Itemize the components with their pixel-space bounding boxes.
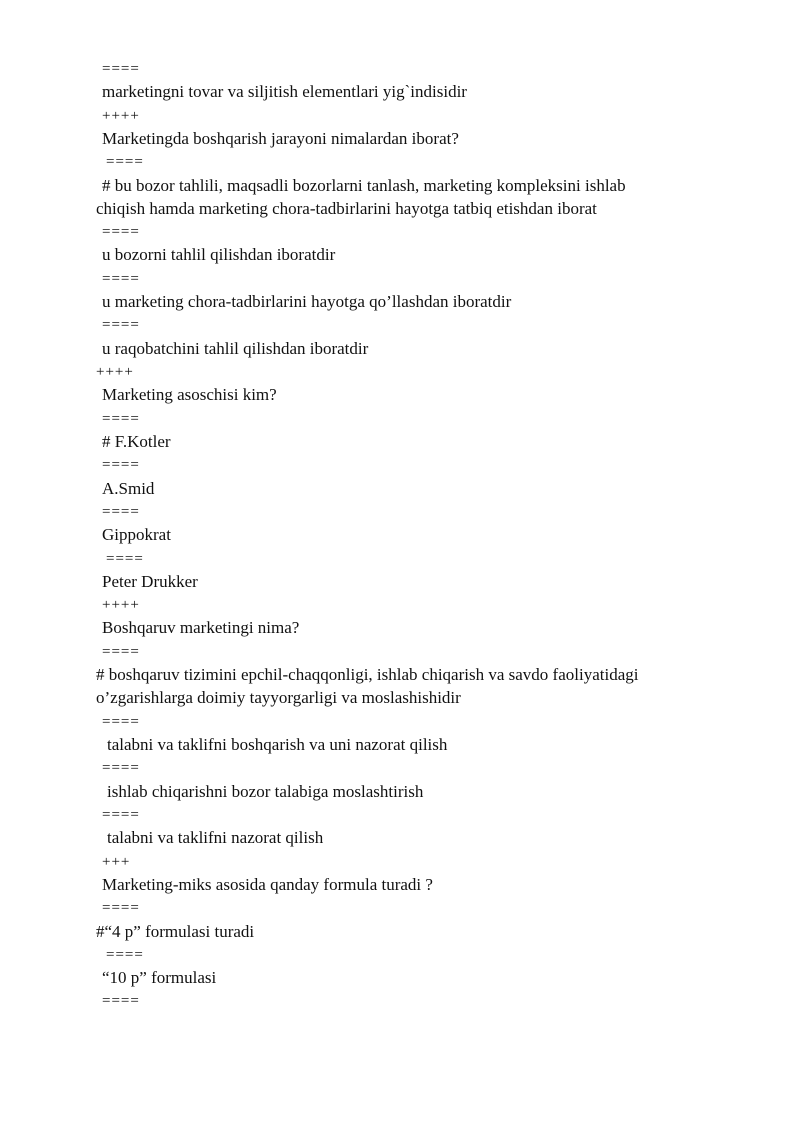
separator-line: ==== [106, 154, 144, 170]
answer-line: ishlab chiqarishni bozor talabiga moslashtirish [107, 782, 424, 801]
question-line: Marketing asoschisi kim? [102, 385, 277, 404]
answer-line: marketingni tovar va siljitish elementlari yig`indisidir [102, 82, 467, 101]
question-line: Marketingda boshqarish jarayoni nimalardan iborat? [102, 129, 459, 148]
correct-answer-line: # boshqaruv tizimini epchil-chaqqonligi, ishlab chiqarish va savdo faoliyatidagi [96, 665, 639, 684]
separator-line: ==== [102, 714, 140, 730]
separator-line: ==== [102, 224, 140, 240]
separator-line: ==== [106, 947, 144, 963]
separator-line: ==== [102, 457, 140, 473]
separator-line: ==== [102, 993, 140, 1009]
correct-answer-line: # bu bozor tahlili, maqsadli bozorlarni tanlash, marketing kompleksini ishlab [102, 176, 626, 195]
question-line: Boshqaruv marketingi nima? [102, 618, 300, 637]
separator-line: ==== [106, 551, 144, 567]
answer-line: u raqobatchini tahlil qilishdan iboratdir [102, 339, 369, 358]
separator-line: ==== [102, 760, 140, 776]
answer-line: talabni va taklifni boshqarish va uni nazorat qilish [107, 735, 448, 754]
question-marker: +++ [102, 854, 131, 870]
answer-line: Peter Drukker [102, 572, 198, 591]
separator-line: ==== [102, 900, 140, 916]
question-marker: ++++ [96, 364, 134, 380]
question-line: Marketing-miks asosida qanday formula turadi ? [102, 875, 433, 894]
answer-line: A.Smid [102, 479, 155, 498]
separator-line: ==== [102, 411, 140, 427]
answer-line: talabni va taklifni nazorat qilish [107, 828, 324, 847]
answer-line: u marketing chora-tadbirlarini hayotga qo’llashdan iboratdir [102, 292, 512, 311]
answer-line: u bozorni tahlil qilishdan iboratdir [102, 245, 336, 264]
separator-line: ==== [102, 504, 140, 520]
separator-line: ==== [102, 644, 140, 660]
correct-answer-line-continued: chiqish hamda marketing chora-tadbirlarini hayotga tatbiq etishdan iborat [96, 199, 597, 218]
question-marker: ++++ [102, 108, 140, 124]
separator-line: ==== [102, 807, 140, 823]
separator-line: ==== [102, 271, 140, 287]
answer-line: Gippokrat [102, 525, 171, 544]
correct-answer-line: # F.Kotler [102, 432, 171, 451]
correct-answer-line: #“4 p” formulasi turadi [96, 922, 255, 941]
answer-line: “10 p” formulasi [102, 968, 217, 987]
separator-line: ==== [102, 317, 140, 333]
correct-answer-line-continued: o’zgarishlarga doimiy tayyorgarligi va moslashishidir [96, 688, 461, 707]
question-marker: ++++ [102, 597, 140, 613]
separator-line: ==== [102, 61, 140, 77]
